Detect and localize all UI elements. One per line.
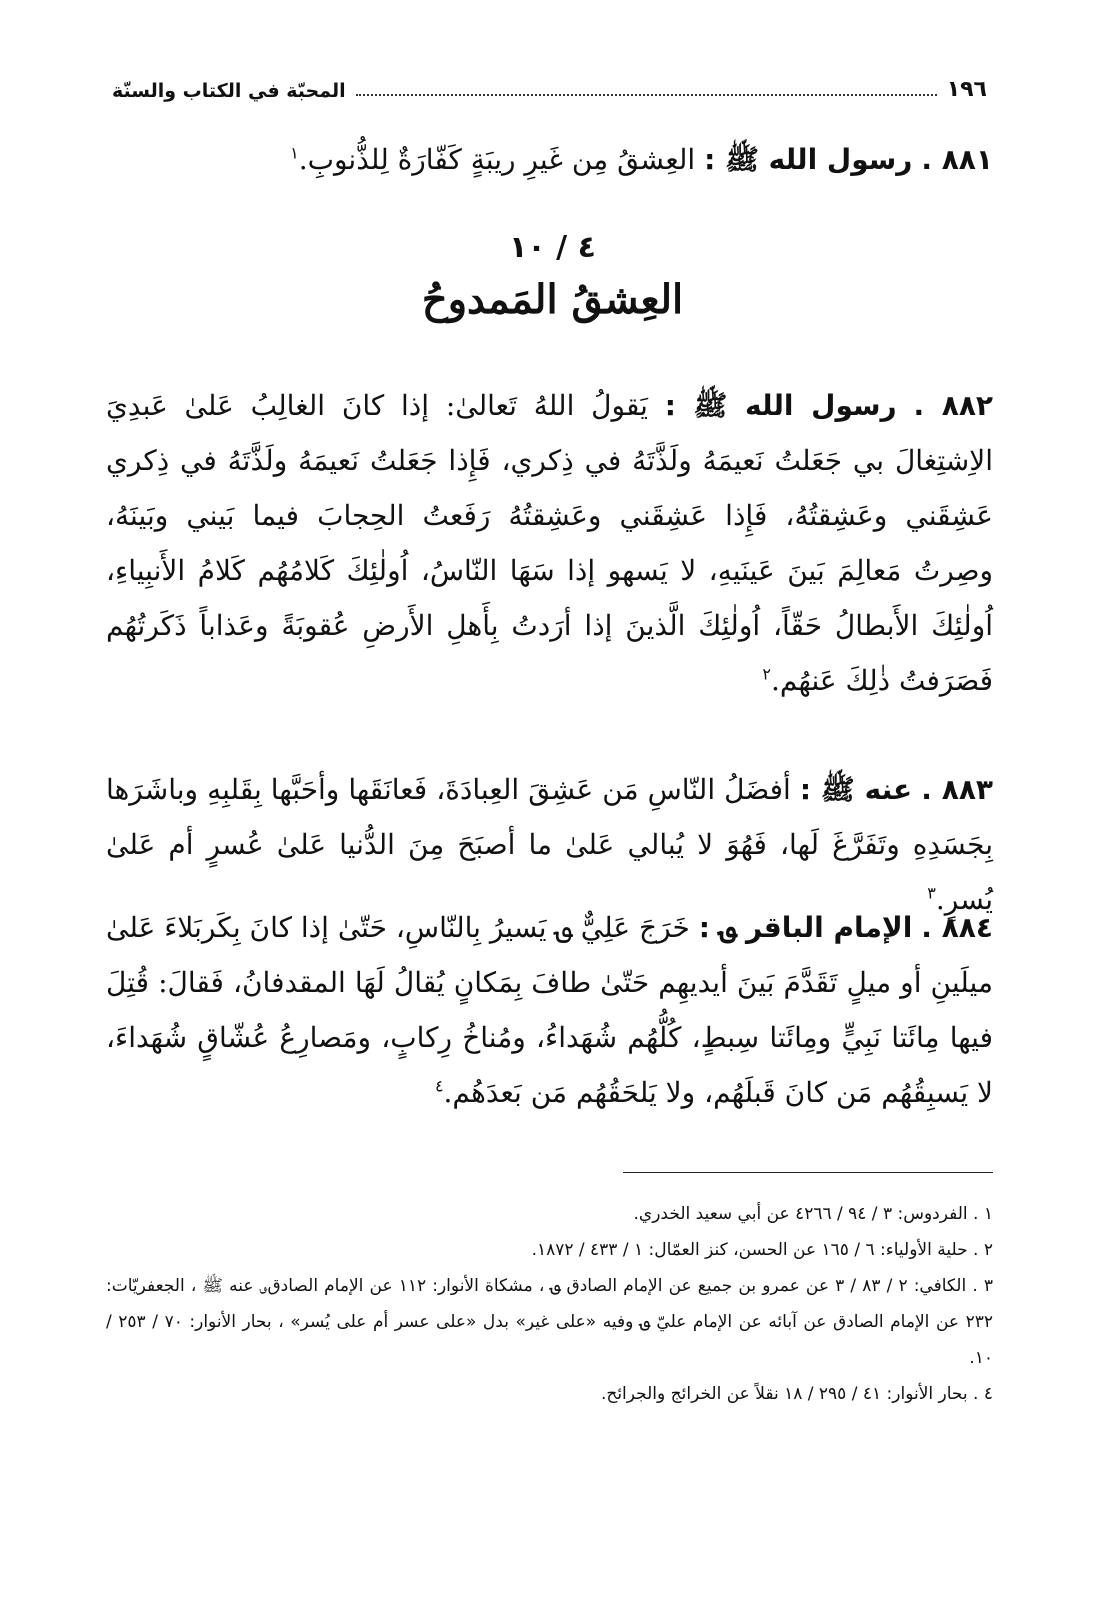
entry-number: ٨٨٢ . bbox=[913, 389, 994, 422]
entry-number: ٨٨١ . bbox=[921, 143, 993, 176]
entry-speaker: رسول الله ﷺ : bbox=[664, 389, 897, 422]
footnote: ٤ . بحار الأنوار: ٤١ / ٢٩٥ / ١٨ نقلاً عن الخرائج والجرائح. bbox=[600, 1384, 993, 1404]
page-number: ١٩٦ bbox=[946, 77, 987, 102]
footnotes bbox=[106, 1196, 993, 1412]
running-title: المحبّة في الكتاب والسنّة bbox=[112, 80, 346, 102]
footnote-reference: ٤ bbox=[434, 1076, 444, 1096]
section-heading bbox=[0, 228, 1105, 332]
footnote: ٢ . حلية الأولياء: ٦ / ١٦٥ عن الحسن، كنز العمّال: ١ / ٤٣٣ / ١٨٧٢. bbox=[531, 1240, 993, 1260]
section-number: ٤ / ١٠ bbox=[509, 230, 596, 265]
footnote-reference: ٢ bbox=[762, 664, 771, 684]
footnote-reference: ١ bbox=[290, 143, 299, 163]
header-dot-leader bbox=[356, 94, 937, 96]
entry-text: يَقولُ اللهُ تَعالىٰ: إذا كانَ الغالِبُ عَلىٰ عَبدِيَ الاِشتِغالَ بي جَعَلتُ نَعيمَهُ ولَذَّتَهُ في ذِكري، فَإِذا جَعَلتُ نَعيمَهُ ولَذَّتَهُ في ذِكري عَشِقَني وعَشِقتُهُ، فَإِذا عَشِقَني وعَشِقتُهُ رَفَعتُ الحِجابَ فيما بَيني وبَينَهُ، وصِرتُ مَعالِمَ بَينَ عَينَيهِ، لا يَسهو إذا سَهَا النّاسُ، اُولٰئِكَ كَلامُهُم كَلامُ الأَنبِياءِ، اُولٰئِكَ الأَبطالُ حَقّاً، اُولٰئِكَ الَّذينَ إذا أرَدتُ بِأَهلِ الأَرضِ عُقوبَةً وعَذاباً ذَكَرتُهُم فَصَرَفتُ ذٰلِكَ عَنهُم. bbox=[106, 389, 993, 697]
entry-text: أفضَلُ النّاسِ مَن عَشِقَ العِبادَةَ، فَعانَقَها وأحَبَّها بِقَلبِهِ وباشَرَها بِجَسَدِهِ وتَفَرَّغَ لَها، فَهُوَ لا يُبالي عَلىٰ ما أصبَحَ مِنَ الدُّنيا عَلىٰ عُسرٍ أم عَلىٰ يُسرٍ. bbox=[106, 773, 993, 916]
footnote: ٣ . الكافي: ٢ / ٨٣ / ٣ عن عمرو بن جميع عن الإمام الصادق ؈ ، مشكاة الأنوار: ١١٢ عن الإمام الصادق؈ عنه ﷺ ، الجعفريّات: ٢٣٢ عن الإمام الصادق عن آبائه عن الإمام عليّ ؈ وفيه «على غير» بدل «على عسر أم على يُسر» ، بحار الأنوار: ٧٠ / ٢٥٣ / ١٠. bbox=[106, 1276, 993, 1368]
footnote: ١ . الفردوس: ٣ / ٩٤ / ٤٢٦٦ عن أبي سعيد الخدري. bbox=[633, 1204, 993, 1224]
entry-text: خَرَجَ عَلِيٌّ ؈ يَسيرُ بِالنّاسِ، حَتّىٰ إذا كانَ بِكَربَلاءَ عَلىٰ ميلَينِ أو ميلٍ تَقَدَّمَ بَينَ أيديهِم حَتّىٰ طافَ بِمَكانٍ يُقالُ لَهَا المقدفانُ، فَقالَ: قُتِلَ فيها مِائَتا نَبِيٍّ ومِائَتا سِبطٍ، كُلُّهُم شُهَداءُ، ومُناخُ رِكابٍ، ومَصارِعُ عُشّاقٍ شُهَداءَ، لا يَسبِقُهُم مَن كانَ قَبلَهُم، ولا يَلحَقُهُم مَن بَعدَهُم. bbox=[106, 911, 993, 1109]
hadith-entry-882 bbox=[106, 378, 993, 708]
running-header bbox=[112, 68, 987, 102]
entry-number: ٨٨٤ . bbox=[921, 911, 993, 944]
hadith-entry-884 bbox=[106, 900, 993, 1120]
entry-speaker: رسول الله ﷺ : bbox=[704, 143, 913, 176]
entry-text: العِشقُ مِن غَيرِ ريبَةٍ كَفّارَةٌ لِلذُّنوبِ. bbox=[298, 143, 696, 176]
hadith-entry-881 bbox=[106, 132, 993, 187]
entry-speaker: عنه ﷺ : bbox=[799, 773, 913, 806]
entry-number: ٨٨٣ . bbox=[921, 773, 994, 806]
footnote-separator bbox=[623, 1172, 993, 1173]
entry-speaker: الإمام الباقر ؈ : bbox=[698, 911, 913, 944]
section-title: العِشقُ المَمدوحُ bbox=[421, 276, 684, 323]
footnote-reference: ٣ bbox=[927, 883, 936, 903]
